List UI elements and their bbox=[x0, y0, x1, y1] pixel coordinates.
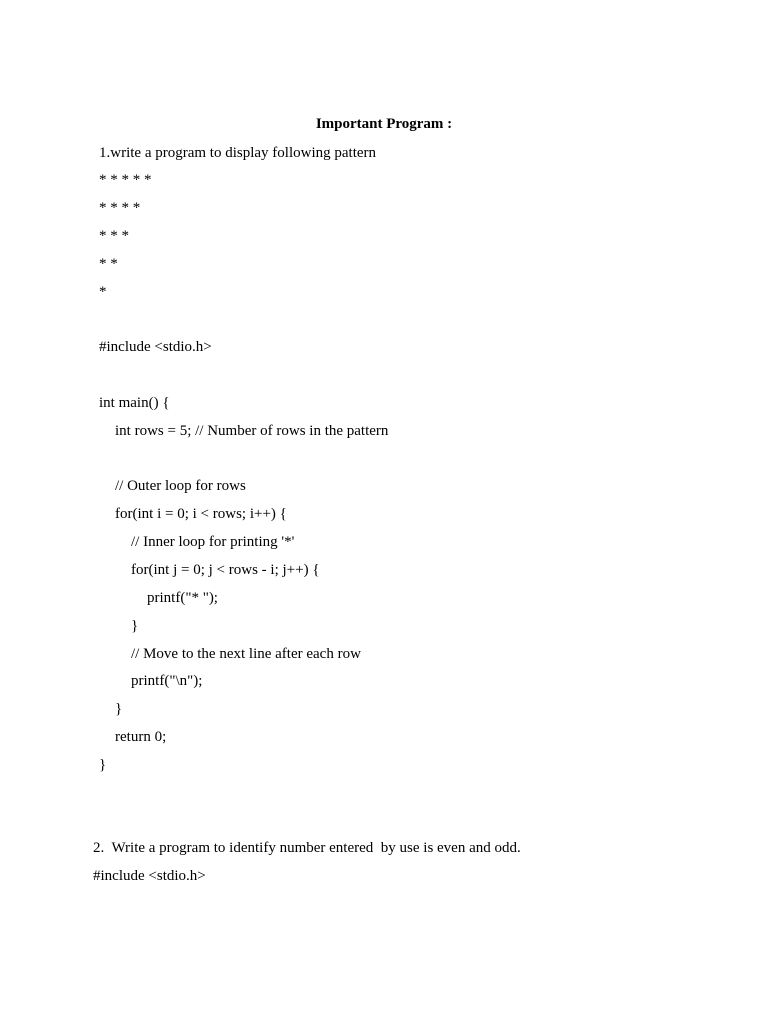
pattern-line: * * * * * bbox=[99, 172, 152, 188]
code-line: int main() { bbox=[99, 395, 170, 411]
code-line: // Inner loop for printing '*' bbox=[131, 534, 295, 550]
code-line: } bbox=[131, 618, 139, 634]
code-line: #include <stdio.h> bbox=[99, 339, 212, 355]
code-line: for(int j = 0; j < rows - i; j++) { bbox=[131, 562, 320, 578]
question-1-heading: 1.write a program to display following pattern bbox=[99, 145, 377, 161]
code-line: printf("* "); bbox=[147, 590, 218, 606]
code-line: return 0; bbox=[115, 729, 167, 745]
pattern-line: * * * bbox=[99, 228, 129, 244]
pattern-line: * bbox=[99, 284, 107, 300]
code-line: for(int i = 0; i < rows; i++) { bbox=[115, 506, 287, 522]
code-line: } bbox=[115, 701, 123, 717]
page-title: Important Program : bbox=[315, 116, 453, 132]
question-2-heading: 2. Write a program to identify number entered by use is even and odd. bbox=[93, 840, 521, 856]
pattern-line: * * bbox=[99, 256, 118, 272]
code-line: } bbox=[99, 757, 107, 773]
code-line: printf("\n"); bbox=[131, 673, 203, 689]
code-line: #include <stdio.h> bbox=[93, 868, 206, 884]
code-line: // Outer loop for rows bbox=[115, 478, 246, 494]
code-line: // Move to the next line after each row bbox=[131, 646, 361, 662]
pattern-line: * * * * bbox=[99, 200, 141, 216]
code-line: int rows = 5; // Number of rows in the pattern bbox=[115, 423, 389, 439]
